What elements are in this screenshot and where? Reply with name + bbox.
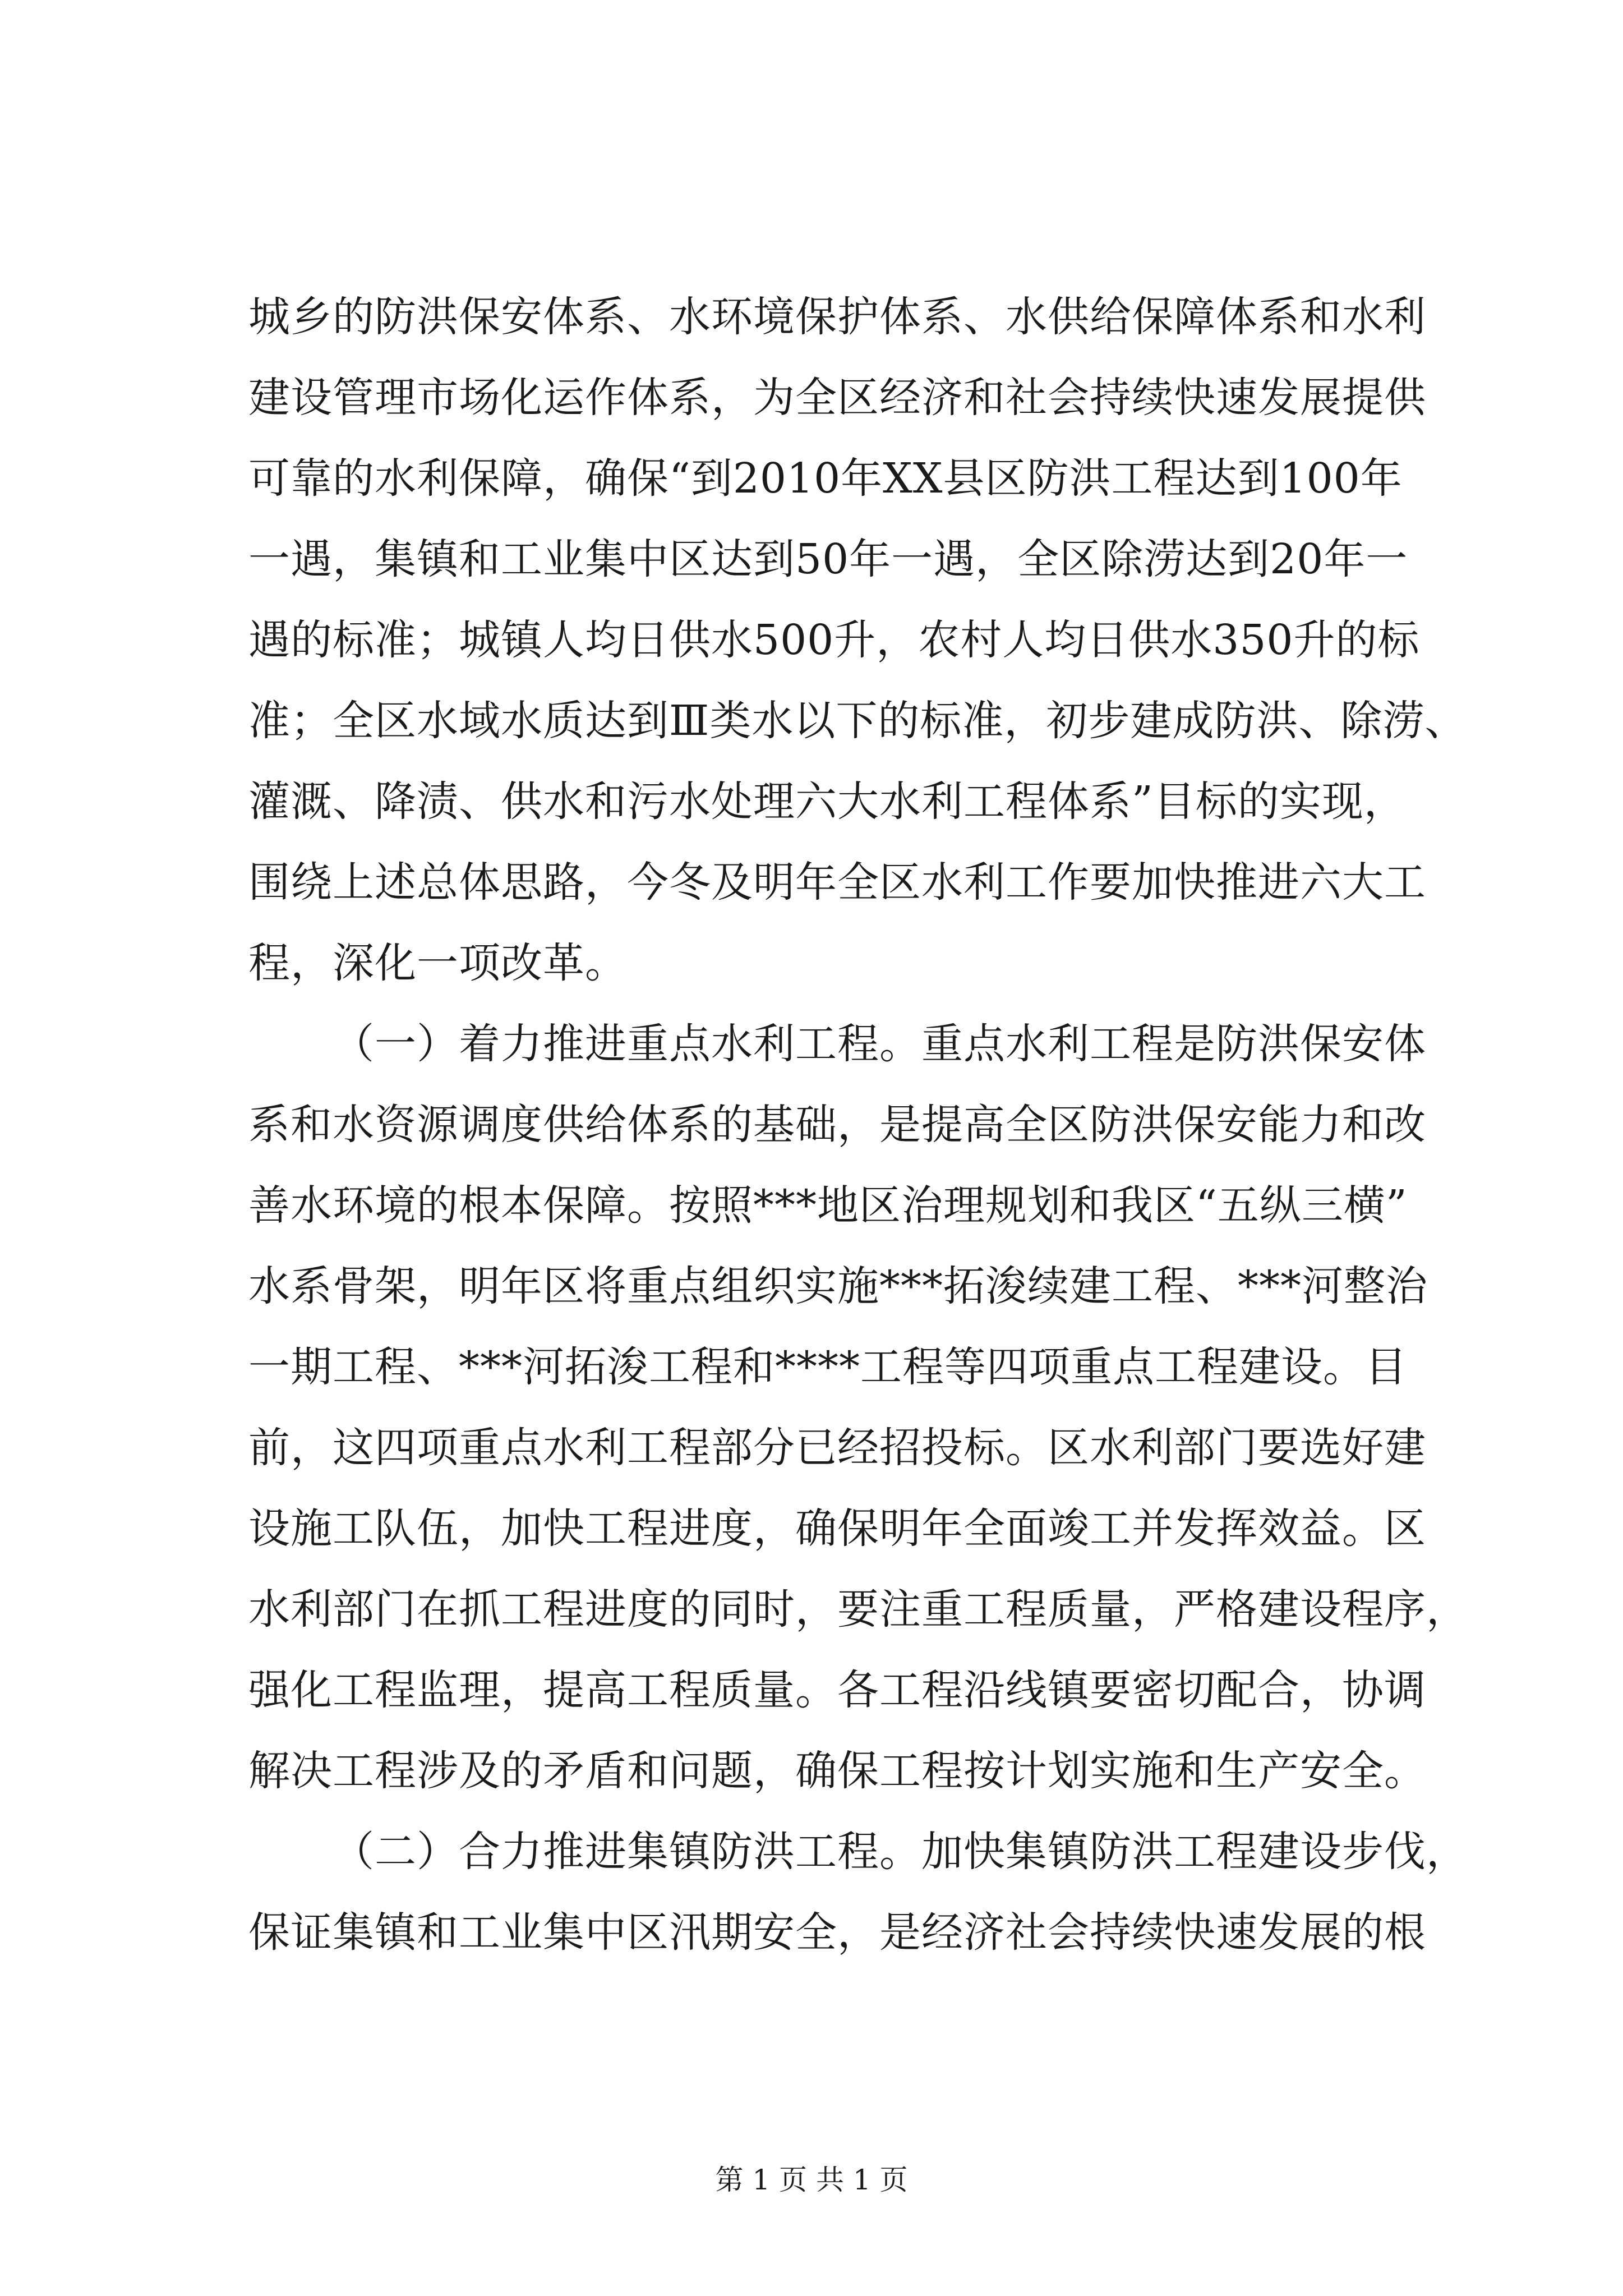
page-footer: 第 1 页 共 1 页 [715,2164,908,2196]
text-line: 程，深化一项改革。 [248,939,627,987]
text-line: 强化工程监理，提高工程质量。各工程沿线镇要密切配合，协调 [248,1666,1426,1714]
text-line: 准；全区水域水质达到Ⅲ类水以下的标准，初步建成防洪、除涝、 [248,697,1467,745]
text-line: 可靠的水利保障，确保“到2010年XX县区防洪工程达到100年 [248,454,1403,503]
text-line: 设施工队伍，加快工程进度，确保明年全面竣工并发挥效益。区 [248,1504,1426,1553]
text-line: 遇的标准；城镇人均日供水500升，农村人均日供水350升的标 [248,616,1420,664]
text-line: 围绕上述总体思路，今冬及明年全区水利工作要加快推进六大工 [248,858,1426,907]
text-line: 保证集镇和工业集中区汛期安全，是经济社会持续快速发展的根 [248,1908,1426,1957]
text-line: 水利部门在抓工程进度的同时，要注重工程质量，严格建设程序， [248,1585,1468,1634]
text-line: 解决工程涉及的矛盾和问题，确保工程按计划实施和生产安全。 [248,1747,1426,1795]
text-line: 系和水资源调度供给体系的基础，是提高全区防洪保安能力和改 [248,1101,1426,1149]
text-line: 善水环境的根本保障。按照***地区治理规划和我区“五纵三横” [248,1181,1408,1230]
text-line: 水系骨架，明年区将重点组织实施***拓浚续建工程、***河整治 [248,1262,1428,1310]
paragraph-heading-2: （二）合力推进集镇防洪工程。加快集镇防洪工程建设步伐， [333,1828,1468,1876]
text-line: 建设管理市场化运作体系，为全区经济和社会持续快速发展提供 [248,374,1426,422]
text-line: 一遇，集镇和工业集中区达到50年一遇，全区除涝达到20年一 [248,535,1408,583]
paragraph-heading-1: （一）着力推进重点水利工程。重点水利工程是防洪保安体 [333,1020,1426,1068]
text-line: 前，这四项重点水利工程部分已经招投标。区水利部门要选好建 [248,1424,1426,1472]
text-line: 一期工程、***河拓浚工程和****工程等四项重点工程建设。目 [248,1343,1407,1391]
text-line: 城乡的防洪保安体系、水环境保护体系、水供给保障体系和水利 [248,293,1426,341]
text-line: 灌溉、降渍、供水和污水处理六大水利工程体系”目标的实现， [248,777,1406,826]
